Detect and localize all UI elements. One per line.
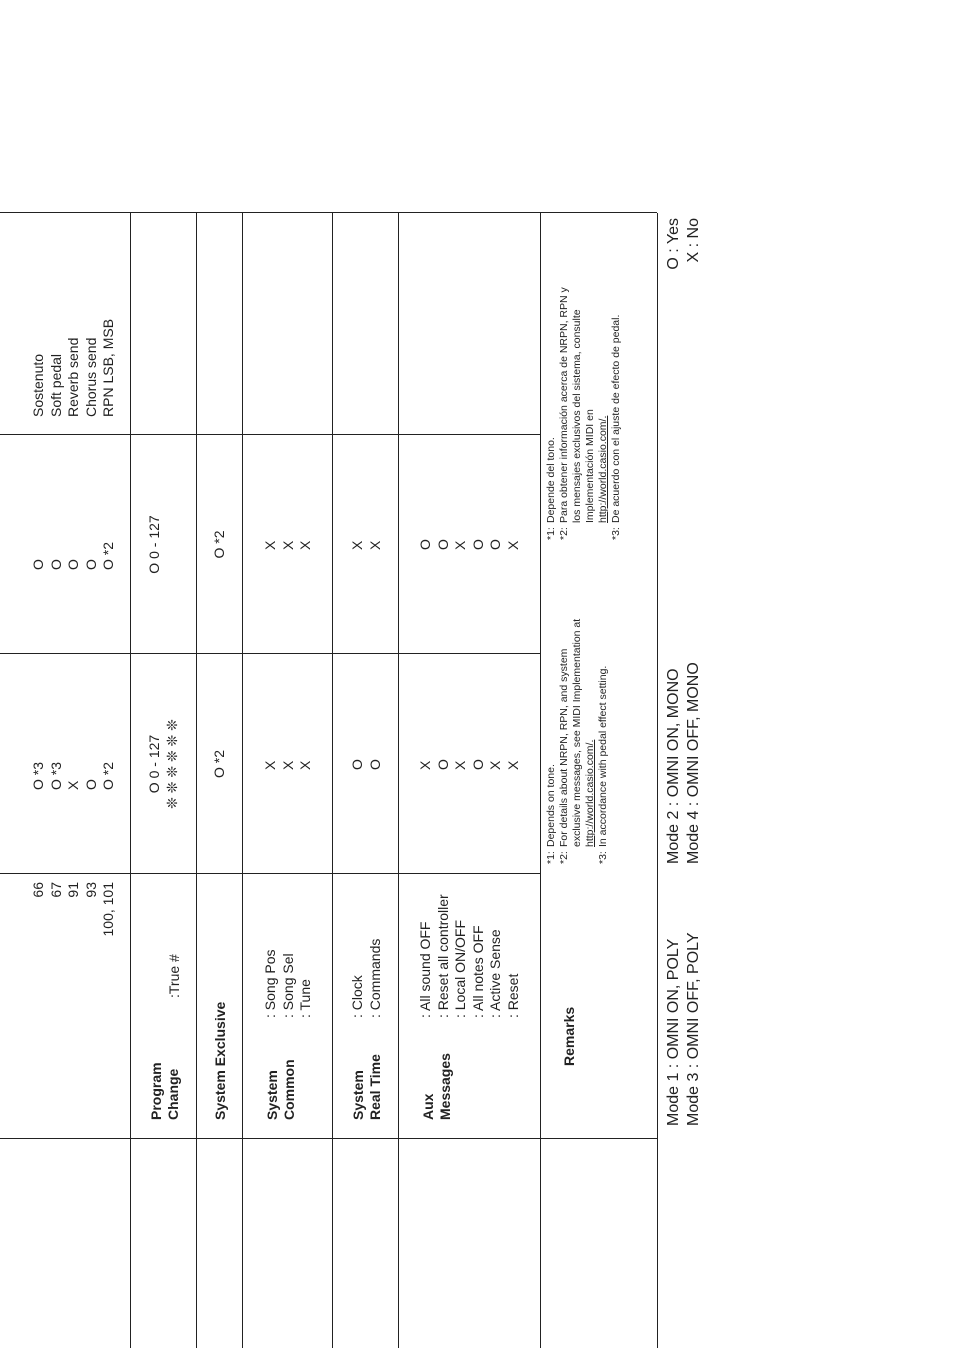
system-real-time-transmitted: O O bbox=[349, 759, 383, 770]
column-divider bbox=[0, 873, 540, 874]
remarks-label: Remarks bbox=[561, 1006, 577, 1066]
table-cell: O bbox=[82, 779, 99, 790]
control-numbers bbox=[30, 882, 118, 1008]
table-cell: RPN LSB, MSB bbox=[100, 318, 116, 417]
footnote: *1: Depends on tone. bbox=[545, 764, 557, 864]
footnote: *3: In accordance with pedal effect setting. bbox=[597, 665, 609, 864]
system-common-recognized: X X X bbox=[262, 540, 313, 550]
system-common-label: System Common bbox=[264, 1059, 297, 1120]
table-cell: O *3 bbox=[30, 761, 46, 790]
program-change-transmitted: O 0 - 127 ❊ ❊ ❊ ❊ ❊ ❊ bbox=[146, 719, 180, 809]
row-divider bbox=[242, 213, 243, 1348]
row-divider bbox=[130, 213, 131, 1348]
footnote: *2: For details about NRPN, RPN, and system exclusive messages, see MIDI Implementation at http://world.casio.com/. bbox=[558, 464, 597, 864]
table-cell: O bbox=[30, 559, 46, 570]
system-common-transmitted: X X X bbox=[262, 760, 313, 770]
system-exclusive-transmitted: O *2 bbox=[211, 750, 227, 779]
row-divider bbox=[332, 213, 333, 1348]
system-real-time-label: System Real Time bbox=[350, 1054, 383, 1120]
table-cell: O *2 bbox=[100, 761, 116, 790]
program-change-sublabel: :True # bbox=[166, 954, 182, 998]
table-cell: Chorus send bbox=[82, 337, 99, 417]
footnote: *3: De acuerdo con el ajuste de efecto de pedal. bbox=[610, 314, 622, 540]
table-cell: Soft pedal bbox=[47, 353, 64, 417]
modes-left bbox=[664, 932, 704, 1126]
row-divider bbox=[196, 213, 197, 1348]
row-divider bbox=[540, 213, 541, 1348]
footnote: *2: Para obtener información acerca de NRPN, RPN y los mensajes exclusivos del sistema, consulte Implementación MIDI en http://world.casio.com/. bbox=[558, 216, 610, 540]
table-cell: O bbox=[82, 559, 99, 570]
mode-3: Mode 3 : OMNI OFF, POLY bbox=[685, 932, 702, 1126]
table-cell: O bbox=[47, 559, 64, 570]
column-divider bbox=[0, 653, 540, 654]
table-cell: 91 bbox=[65, 882, 81, 898]
table-cell: X bbox=[65, 780, 81, 790]
system-common-items: : Song Pos : Song Sel : Tune bbox=[262, 949, 313, 1018]
control-names bbox=[30, 319, 118, 417]
system-exclusive-label: System Exclusive bbox=[212, 1001, 228, 1120]
table-cell: O *3 bbox=[47, 761, 64, 790]
program-change-label: Program Change bbox=[148, 1062, 181, 1120]
remarks-spanish bbox=[545, 216, 623, 540]
table-cell: O *2 bbox=[100, 541, 116, 570]
casio-link[interactable]: http://world.casio.com/. bbox=[597, 415, 609, 523]
table-cell: Sostenuto bbox=[30, 353, 46, 417]
table-cell: Reverb send bbox=[65, 337, 81, 417]
aux-messages-label: Aux Messages bbox=[420, 1053, 453, 1120]
casio-link[interactable]: http://world.casio.com/. bbox=[584, 739, 596, 847]
mode-1: Mode 1 : OMNI ON, POLY bbox=[665, 938, 682, 1126]
program-change-recognized: O 0 - 127 bbox=[146, 515, 162, 574]
control-transmitted bbox=[30, 762, 118, 790]
table-cell: O bbox=[65, 559, 81, 570]
system-real-time-recognized: X X bbox=[349, 540, 383, 550]
column-divider bbox=[0, 434, 540, 435]
table-cell: 100, 101 bbox=[100, 882, 116, 937]
table-bottom-border bbox=[657, 213, 658, 1348]
row-divider bbox=[398, 213, 399, 1348]
table-cell: 67 bbox=[47, 882, 64, 898]
table-cell: 66 bbox=[30, 882, 46, 898]
aux-messages-recognized: O O X O O X bbox=[417, 539, 521, 550]
system-real-time-items: : Clock : Commands bbox=[349, 938, 383, 1018]
modes-right bbox=[664, 662, 704, 864]
table-right-border bbox=[0, 212, 657, 213]
aux-messages-transmitted: X O X O X X bbox=[417, 759, 521, 770]
aux-messages-items: : All sound OFF : Reset all controller : Local ON/OFF : All notes OFF : Active Sense : Reset bbox=[417, 894, 521, 1018]
table-cell: 93 bbox=[82, 882, 99, 898]
yes-no-legend bbox=[664, 218, 704, 338]
column-divider bbox=[0, 1138, 657, 1139]
footnote: *1: Depende del tono. bbox=[545, 437, 557, 540]
legend-no: X : No bbox=[685, 218, 702, 263]
mode-2: Mode 2 : OMNI ON, MONO bbox=[665, 668, 682, 864]
control-recognized bbox=[30, 542, 118, 570]
legend-yes: O : Yes bbox=[665, 218, 682, 270]
system-exclusive-recognized: O *2 bbox=[211, 530, 227, 559]
mode-4: Mode 4 : OMNI OFF, MONO bbox=[685, 662, 702, 864]
